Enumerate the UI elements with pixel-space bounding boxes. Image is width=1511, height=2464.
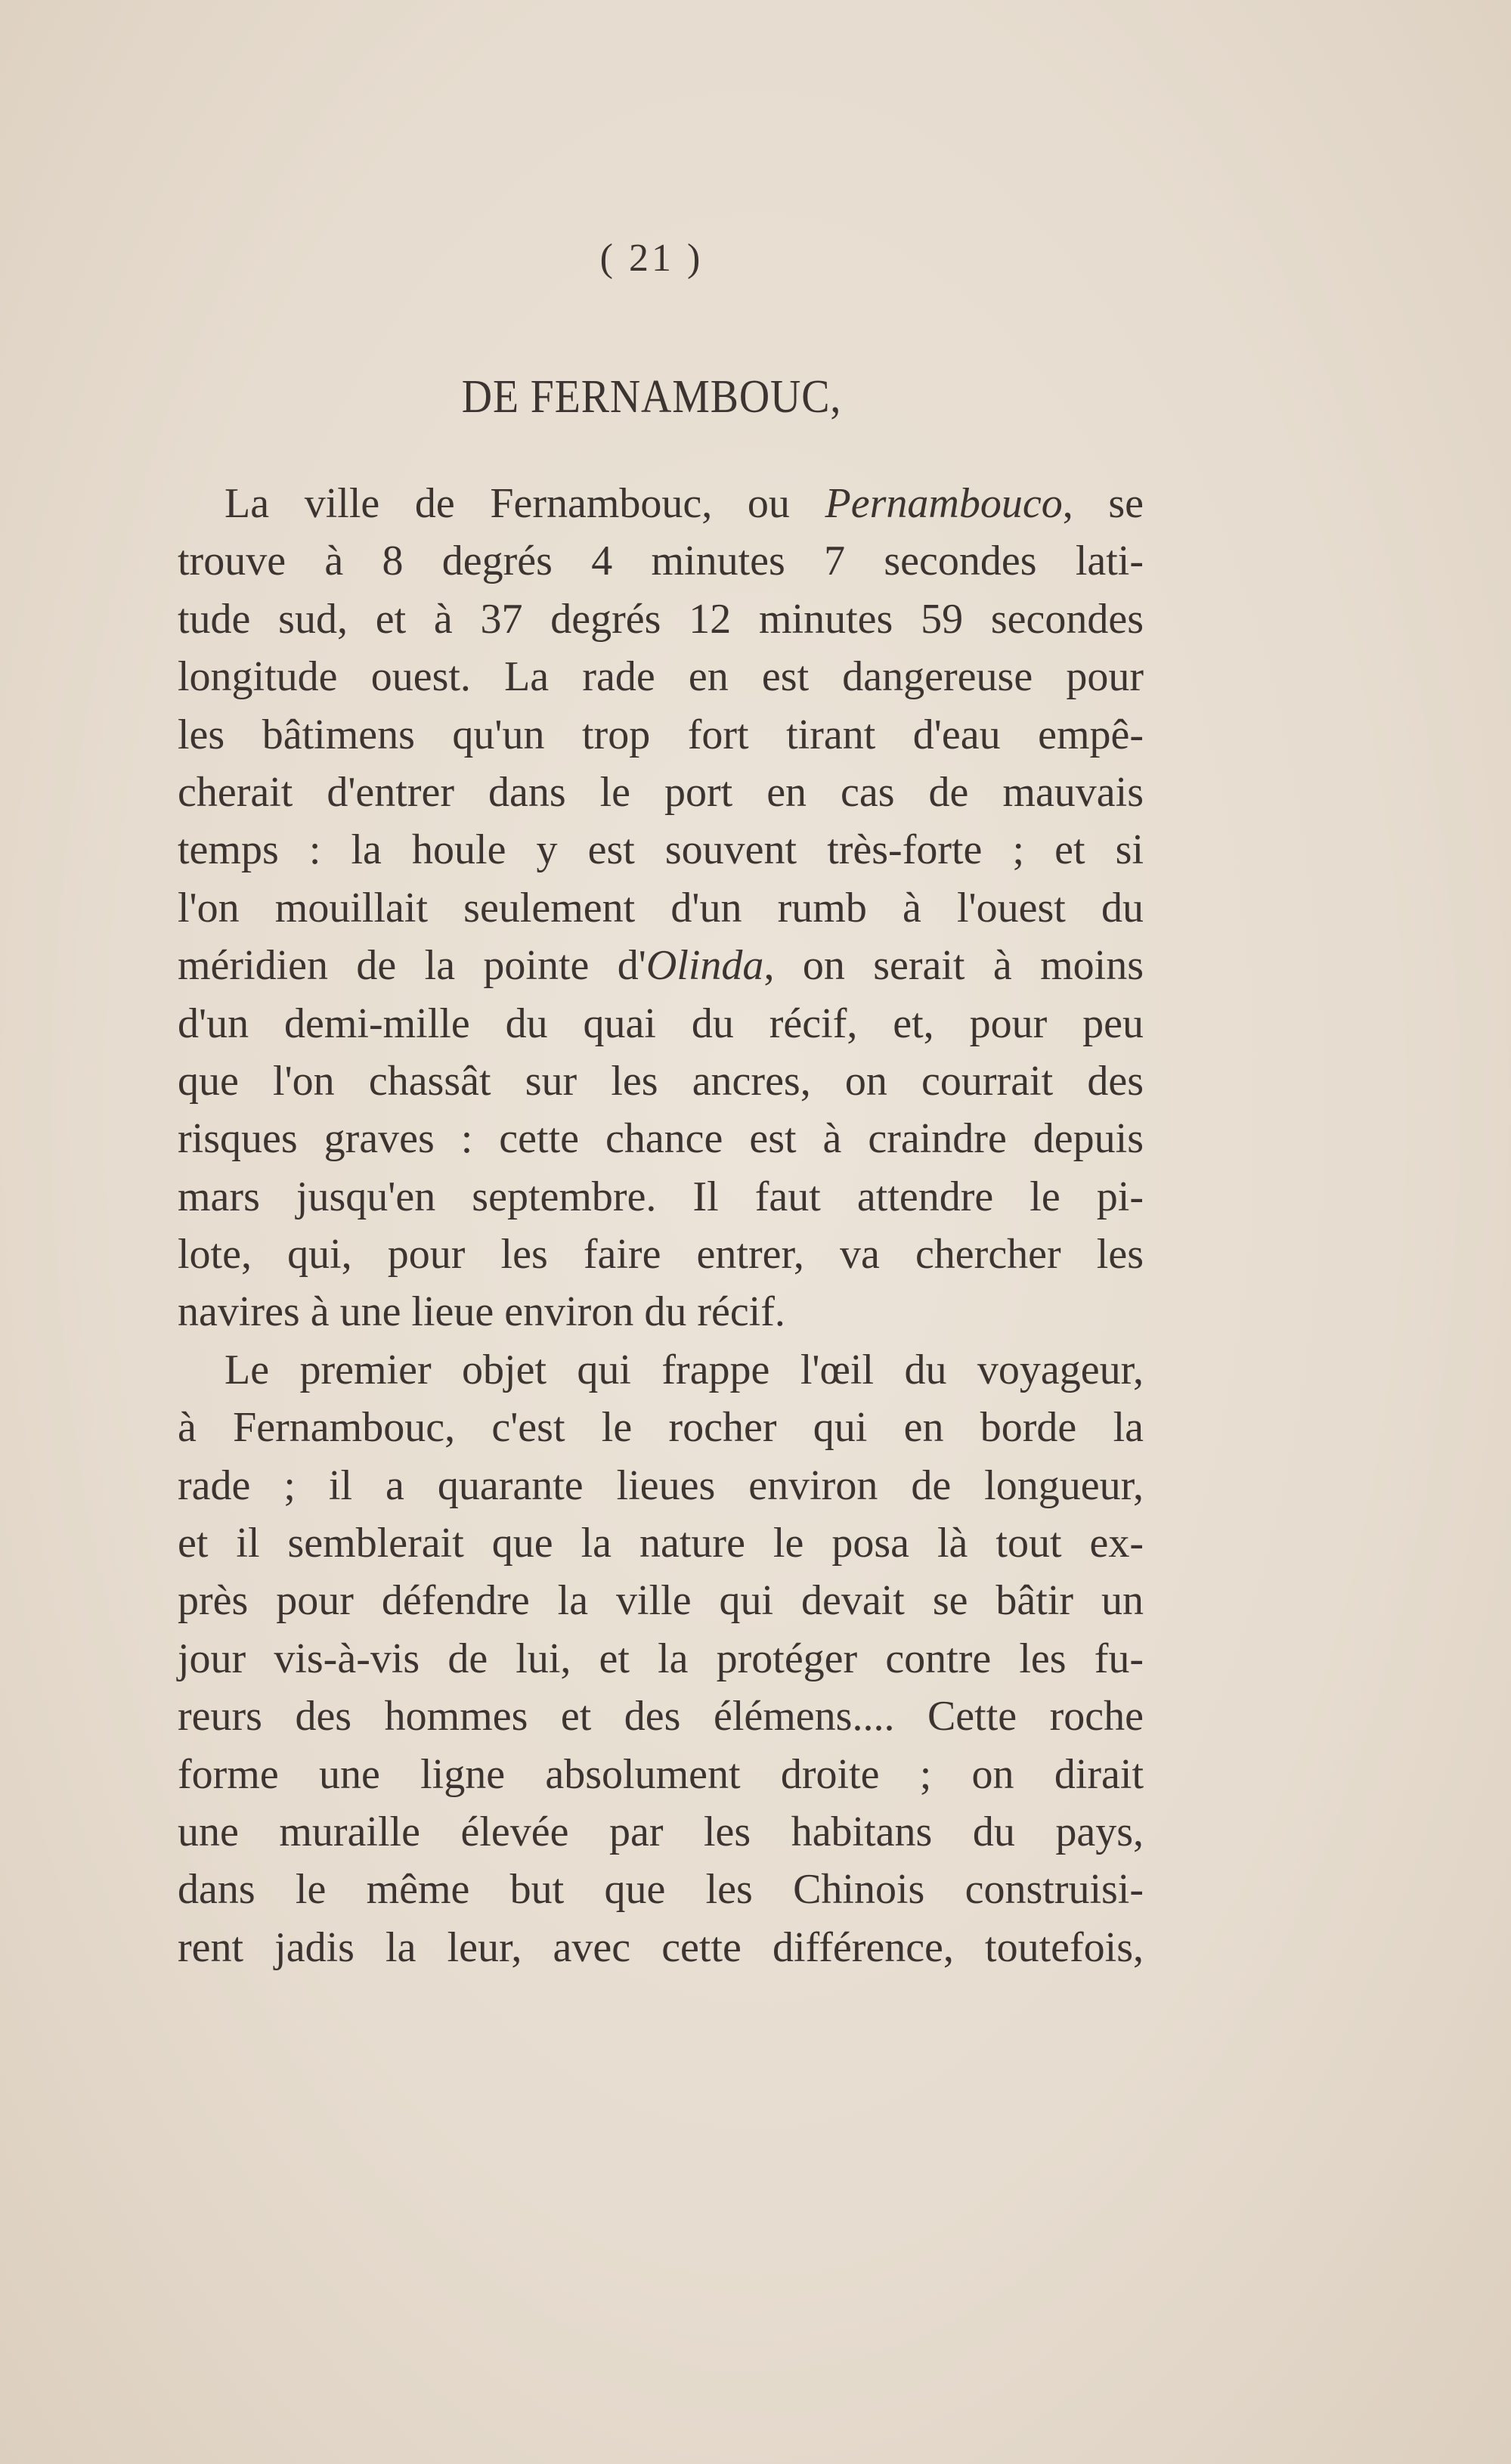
text-line [178, 1052, 1144, 1110]
text-segment: les bâtimens qu'un trop fort tirant d'eau empê- [178, 711, 1144, 758]
text-segment: cherait d'entrer dans le port en cas de mauvais [178, 768, 1144, 816]
text-line [178, 1168, 1144, 1226]
text-segment: La ville de Fernambouc, ou [224, 480, 825, 527]
text-segment: temps : la houle y est souvent très-forte ; et si [178, 826, 1144, 874]
text-line [178, 1746, 1144, 1803]
text-line [178, 937, 1144, 994]
text-segment: risques graves : cette chance est à craindre depuis [178, 1115, 1144, 1163]
text-segment: , se [1062, 480, 1144, 527]
text-line [178, 1630, 1144, 1688]
text-line [178, 706, 1144, 764]
text-line [178, 995, 1144, 1052]
text-segment: l'on mouillait seulement d'un rumb à l'ouest du [178, 884, 1144, 931]
text-segment: mars jusqu'en septembre. Il faut attendre le pi- [178, 1173, 1144, 1220]
text-segment: , on serait à moins [763, 942, 1144, 990]
text-line [178, 1861, 1144, 1918]
text-segment: que l'on chassât sur les ancres, on courrait des [178, 1057, 1144, 1105]
text-segment: reurs des hommes et des élémens.... Cette roche [178, 1693, 1144, 1740]
chapter-title: DE FERNAMBOUC, [461, 371, 842, 423]
text-segment: une muraille élevée par les habitans du pays, [178, 1808, 1144, 1855]
text-line [178, 1803, 1144, 1861]
text-line [178, 1283, 1144, 1340]
text-line [178, 590, 1144, 648]
text-segment: forme une ligne absolument droite ; on dirait [178, 1750, 1144, 1798]
text-segment: rade ; il a quarante lieues environ de longueur, [178, 1461, 1144, 1509]
italic-text: Pernambouco [825, 480, 1063, 527]
text-line [178, 1110, 1144, 1167]
text-segment: rent jadis la leur, avec cette différence, toutefois, [178, 1923, 1144, 1971]
text-line [178, 1919, 1144, 1976]
text-line [178, 648, 1144, 705]
text-line [178, 821, 1144, 879]
text-line [178, 879, 1144, 937]
text-segment: navires à une lieue environ du récif. [178, 1288, 785, 1336]
text-line [178, 764, 1144, 821]
text-line [178, 1514, 1144, 1572]
text-line [178, 1399, 1144, 1456]
text-segment: lote, qui, pour les faire entrer, va chercher les [178, 1231, 1144, 1278]
text-line [178, 1457, 1144, 1514]
text-segment: longitude ouest. La rade en est dangereuse pour [178, 653, 1144, 701]
text-segment: tude sud, et à 37 degrés 12 minutes 59 secondes [178, 595, 1144, 643]
page-number: ( 21 ) [599, 237, 704, 280]
text-segment: dans le même but que les Chinois construisi- [178, 1866, 1144, 1914]
italic-text: Olinda [646, 942, 764, 990]
text-segment: à Fernambouc, c'est le rocher qui en borde la [178, 1404, 1144, 1452]
text-line [178, 1341, 1144, 1399]
text-line [178, 1572, 1144, 1629]
body-text [178, 475, 1144, 1976]
text-line [178, 475, 1144, 532]
text-segment: près pour défendre la ville qui devait se bâtir un [178, 1577, 1144, 1625]
text-segment: méridien de la pointe d' [178, 942, 646, 990]
text-segment: jour vis-à-vis de lui, et la protéger contre les fu- [178, 1635, 1144, 1682]
text-segment: d'un demi-mille du quai du récif, et, pour peu [178, 1000, 1144, 1047]
text-segment: trouve à 8 degrés 4 minutes 7 secondes lati- [178, 538, 1144, 585]
text-line [178, 1226, 1144, 1283]
text-line [178, 1688, 1144, 1745]
text-segment: Le premier objet qui frappe l'œil du voyageur, [224, 1346, 1144, 1393]
text-segment: et il semblerait que la nature le posa là tout ex- [178, 1520, 1144, 1567]
text-line [178, 532, 1144, 590]
